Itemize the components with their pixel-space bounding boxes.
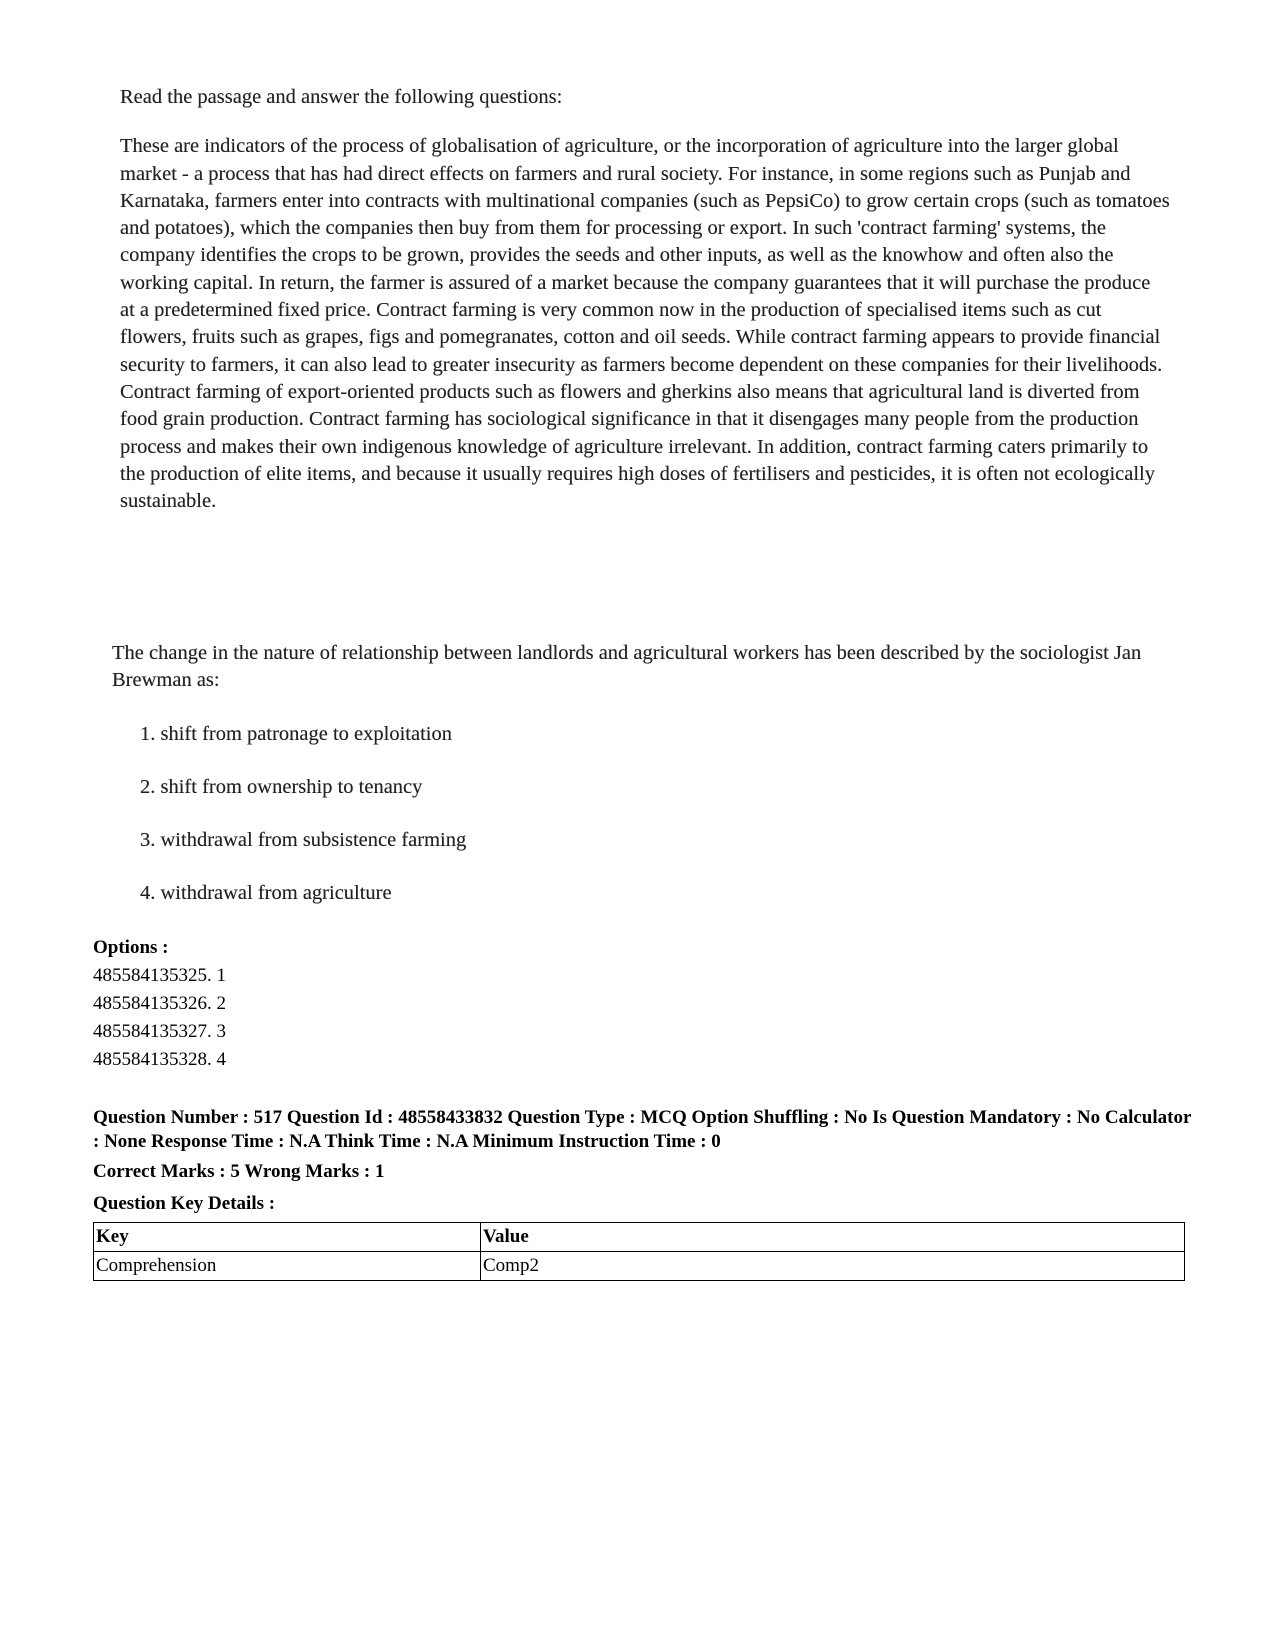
key-details-heading: Question Key Details :: [93, 1193, 276, 1214]
question-meta-line: Question Number : 517 Question Id : 48558433832 Question Type : MCQ Option Shuffling : No Is Question Mandatory : No Calculator : None Response Time : N.A Think Time : N.A Minimum Instruction Time : 0: [93, 1107, 1192, 1152]
option-item: 485584135326. 2: [93, 993, 226, 1014]
options-and-metadata: [93, 934, 1193, 1281]
table-header-row: [94, 1223, 1185, 1252]
table-cell-key: Comprehension: [94, 1252, 481, 1281]
passage-text: These are indicators of the process of globalisation of agriculture, or the incorporation of agriculture into the larger global market - a process that has had direct effects on farmers and rural society. For instance, in some regions such as Punjab and Karnataka, farmers enter into contracts with multinational companies (such as PepsiCo) to grow certain crops (such as tomatoes and potatoes), which the companies then buy from them for processing or export. In such 'contract farming' systems, the company identifies the crops to be grown, provides the seeds and other inputs, as well as the knowhow and often also the working capital. In return, the farmer is assured of a market because the company guarantees that it will purchase the produce at a predetermined fixed price. Contract farming is very common now in the production of specialised items such as cut flowers, fruits such as grapes, figs and pomegranates, cotton and oil seeds. While contract farming appears to provide financial security to farmers, it can also lead to greater insecurity as farmers become dependent on these companies for their livelihoods. Contract farming of export-oriented products such as flowers and gherkins also means that agricultural land is diverted from food grain production. Contract farming has sociological significance in that it disengages many people from the production process and makes their own indigenous knowledge of agriculture irrelevant. In addition, contract farming caters primarily to the production of elite items, and because it usually requires high doses of fertilisers and pesticides, it is often not ecologically sustainable.: [120, 135, 1170, 513]
table-header-value: Value: [481, 1223, 1185, 1252]
option-item: 485584135327. 3: [93, 1021, 226, 1042]
choice-item: 3. withdrawal from subsistence farming: [140, 828, 467, 851]
key-details-table: [93, 1222, 1185, 1281]
table-row: [94, 1252, 1185, 1281]
question-stem: The change in the nature of relationship between landlords and agricultural workers has been described by the sociologist Jan Brewman as:: [112, 642, 1142, 692]
passage-block: [120, 84, 1170, 515]
passage-instruction: Read the passage and answer the following questions:: [120, 86, 563, 108]
table-cell-value: Comp2: [481, 1252, 1185, 1281]
options-heading: Options :: [93, 937, 169, 958]
table-header-key: Key: [94, 1223, 481, 1252]
choice-list: [112, 721, 1172, 907]
marks-line: Correct Marks : 5 Wrong Marks : 1: [93, 1161, 385, 1182]
option-item: 485584135328. 4: [93, 1049, 226, 1070]
choice-item: 1. shift from patronage to exploitation: [140, 722, 452, 745]
option-item: 485584135325. 1: [93, 965, 226, 986]
choice-item: 2. shift from ownership to tenancy: [140, 775, 423, 798]
question-block: [112, 640, 1172, 933]
choice-item: 4. withdrawal from agriculture: [140, 881, 392, 904]
